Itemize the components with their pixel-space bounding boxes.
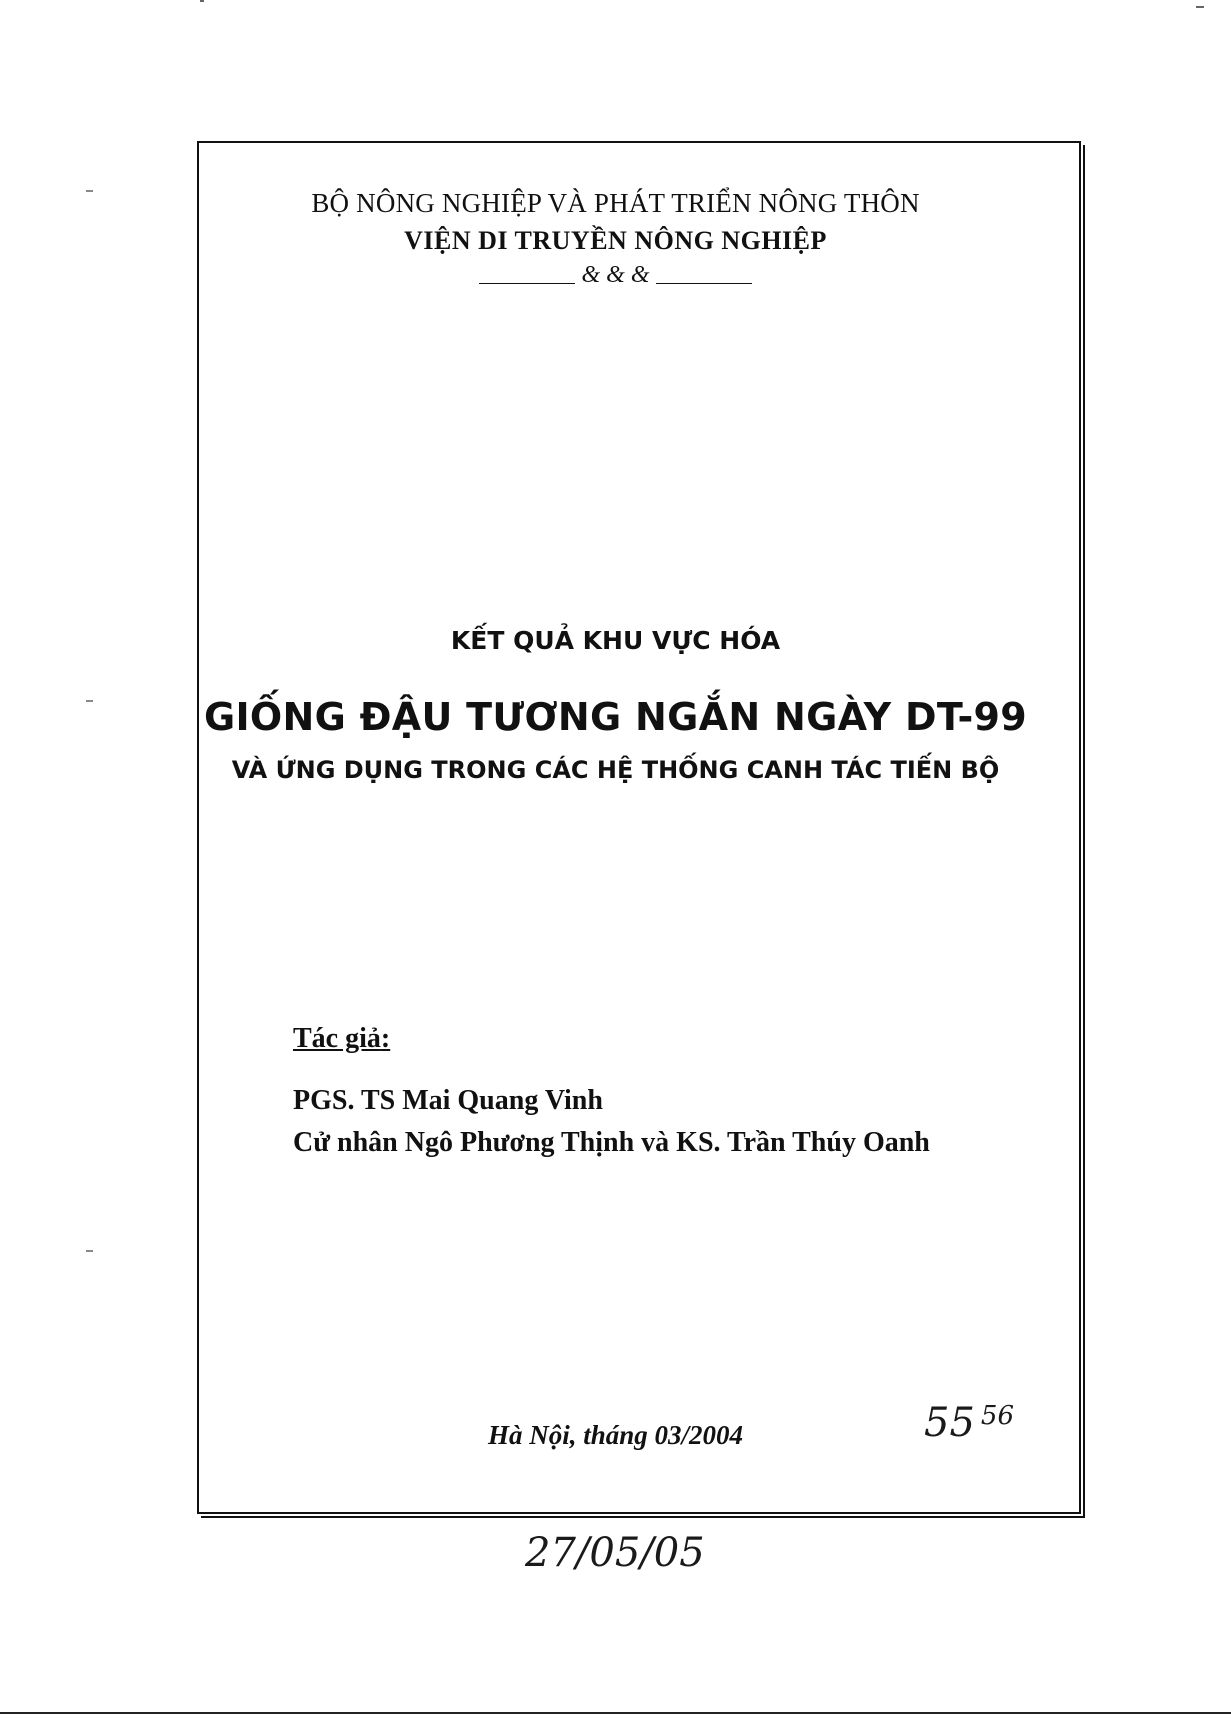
ornament-divider	[0, 262, 1231, 289]
scan-mark	[200, 0, 204, 2]
ornament-rule-right	[656, 283, 752, 284]
authors-block	[293, 1018, 930, 1164]
scan-mark	[86, 1250, 93, 1252]
scan-mark	[86, 700, 93, 702]
ornament-symbols: & & &	[581, 262, 650, 288]
place-date: Hà Nội, tháng 03/2004	[488, 1420, 744, 1450]
authors-label-colon: :	[380, 1023, 391, 1054]
handwritten-code	[924, 1400, 1014, 1446]
ministry-heading: BỘ NÔNG NGHIỆP VÀ PHÁT TRIỂN NÔNG THÔN	[311, 188, 920, 218]
institute-heading: VIỆN DI TRUYỀN NÔNG NGHIỆP	[404, 226, 827, 255]
ornament-rule-left	[479, 283, 575, 284]
report-subtitle: VÀ ỨNG DỤNG TRONG CÁC HỆ THỐNG CANH TÁC TIẾN BỘ	[231, 756, 1000, 784]
authors-label-row	[293, 1018, 930, 1060]
handwritten-code-large: 55	[924, 1400, 975, 1446]
cover-frame	[197, 141, 1081, 1514]
report-kicker: KẾT QUẢ KHU VỰC HÓA	[450, 626, 781, 655]
scan-bottom-edge	[0, 1712, 1231, 1714]
report-title: GIỐNG ĐẬU TƯƠNG NGẮN NGÀY DT-99	[203, 695, 1028, 739]
scan-mark	[1196, 6, 1204, 8]
author-line: PGS. TS Mai Quang Vinh	[293, 1085, 603, 1116]
author-line: Cử nhân Ngô Phương Thịnh và KS. Trần Thúy Oanh	[293, 1127, 930, 1158]
handwritten-date: 27/05/05	[525, 1530, 705, 1576]
handwritten-code-small: 56	[980, 1401, 1014, 1431]
authors-label: Tác giả	[293, 1023, 381, 1054]
scan-mark	[86, 190, 93, 192]
